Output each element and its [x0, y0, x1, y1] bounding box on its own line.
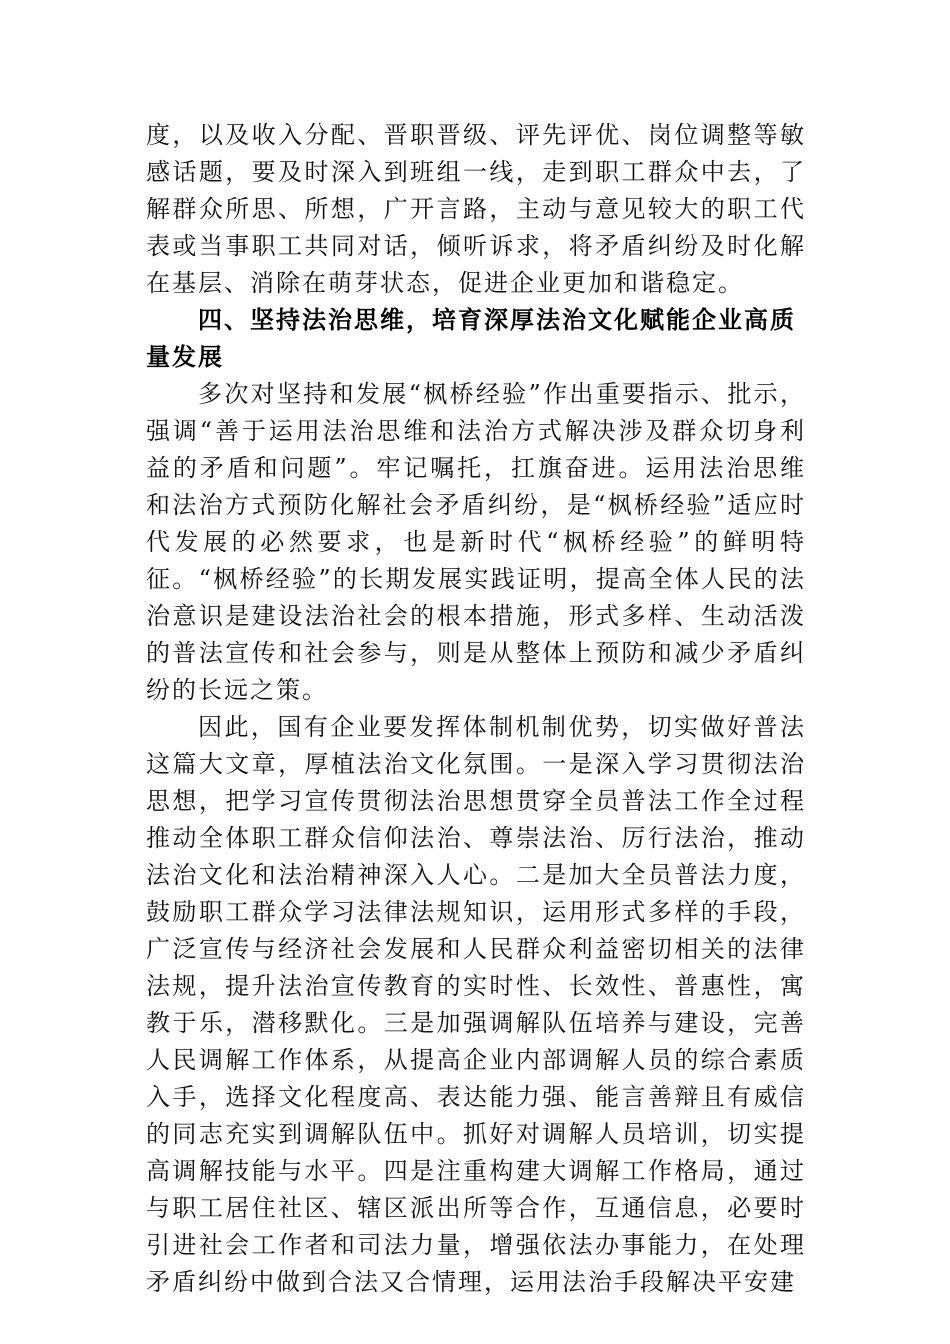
section-heading: 四、坚持法治思维，培育深厚法治文化赋能企业高质量发展: [146, 306, 796, 371]
paragraph-continued: 度，以及收入分配、晋职晋级、评先评优、岗位调整等敏感话题，要及时深入到班组一线，走到职工群众中去，了解群众所思、所想，广开言路，主动与意见较大的职工代表或当事职工共同对话，倾听诉求，将矛盾纠纷及时化解在基层、消除在萌芽状态，促进企业更加和谐稳定。: [146, 121, 806, 297]
document-body: [146, 117, 806, 1301]
paragraph-measures: 因此，国有企业要发挥体制机制优势，切实做好普法这篇大文章，厚植法治文化氛围。一是深入学习贯彻法治思想，把学习宣传贯彻法治思想贯穿全员普法工作全过程推动全体职工群众信仰法治、尊崇法治、厉行法治，推动法治文化和法治精神深入人心。二是加大全员普法力度，鼓励职工群众学习法律法规知识，运用形式多样的手段，广泛宣传与经济社会发展和人民群众利益密切相关的法律法规，提升法治宣传教育的实时性、长效性、普惠性，寓教于乐，潜移默化。三是加强调解队伍培养与建设，完善人民调解工作体系，从提高企业内部调解人员的综合素质入手，选择文化程度高、表达能力强、能言善辩且有威信的同志充实到调解队伍中。抓好对调解人员培训，切实提高调解技能与水平。四是注重构建大调解工作格局，通过与职工居住社区、辖区派出所等合作，互通信息，必要时引进社会工作者和司法力量，增强依法办事能力，在处理矛盾纠纷中做到合法又合情理，运用法治手段解决平安建: [146, 713, 806, 1296]
paragraph-fengqiao-experience: 多次对坚持和发展“枫桥经验”作出重要指示、批示，强调“善于运用法治思维和法治方式解决涉及群众切身利益的矛盾和问题”。牢记嘱托，扛旗奋进。运用法治思维和法治方式预防化解社会矛盾纠纷，是“枫桥经验”适应时代发展的必然要求，也是新时代“枫桥经验”的鲜明特征。“枫桥经验”的长期发展实践证明，提高全体人民的法治意识是建设法治社会的根本措施，形式多样、生动活泼的普法宣传和社会参与，则是从整体上预防和减少矛盾纠纷的长远之策。: [146, 380, 806, 704]
